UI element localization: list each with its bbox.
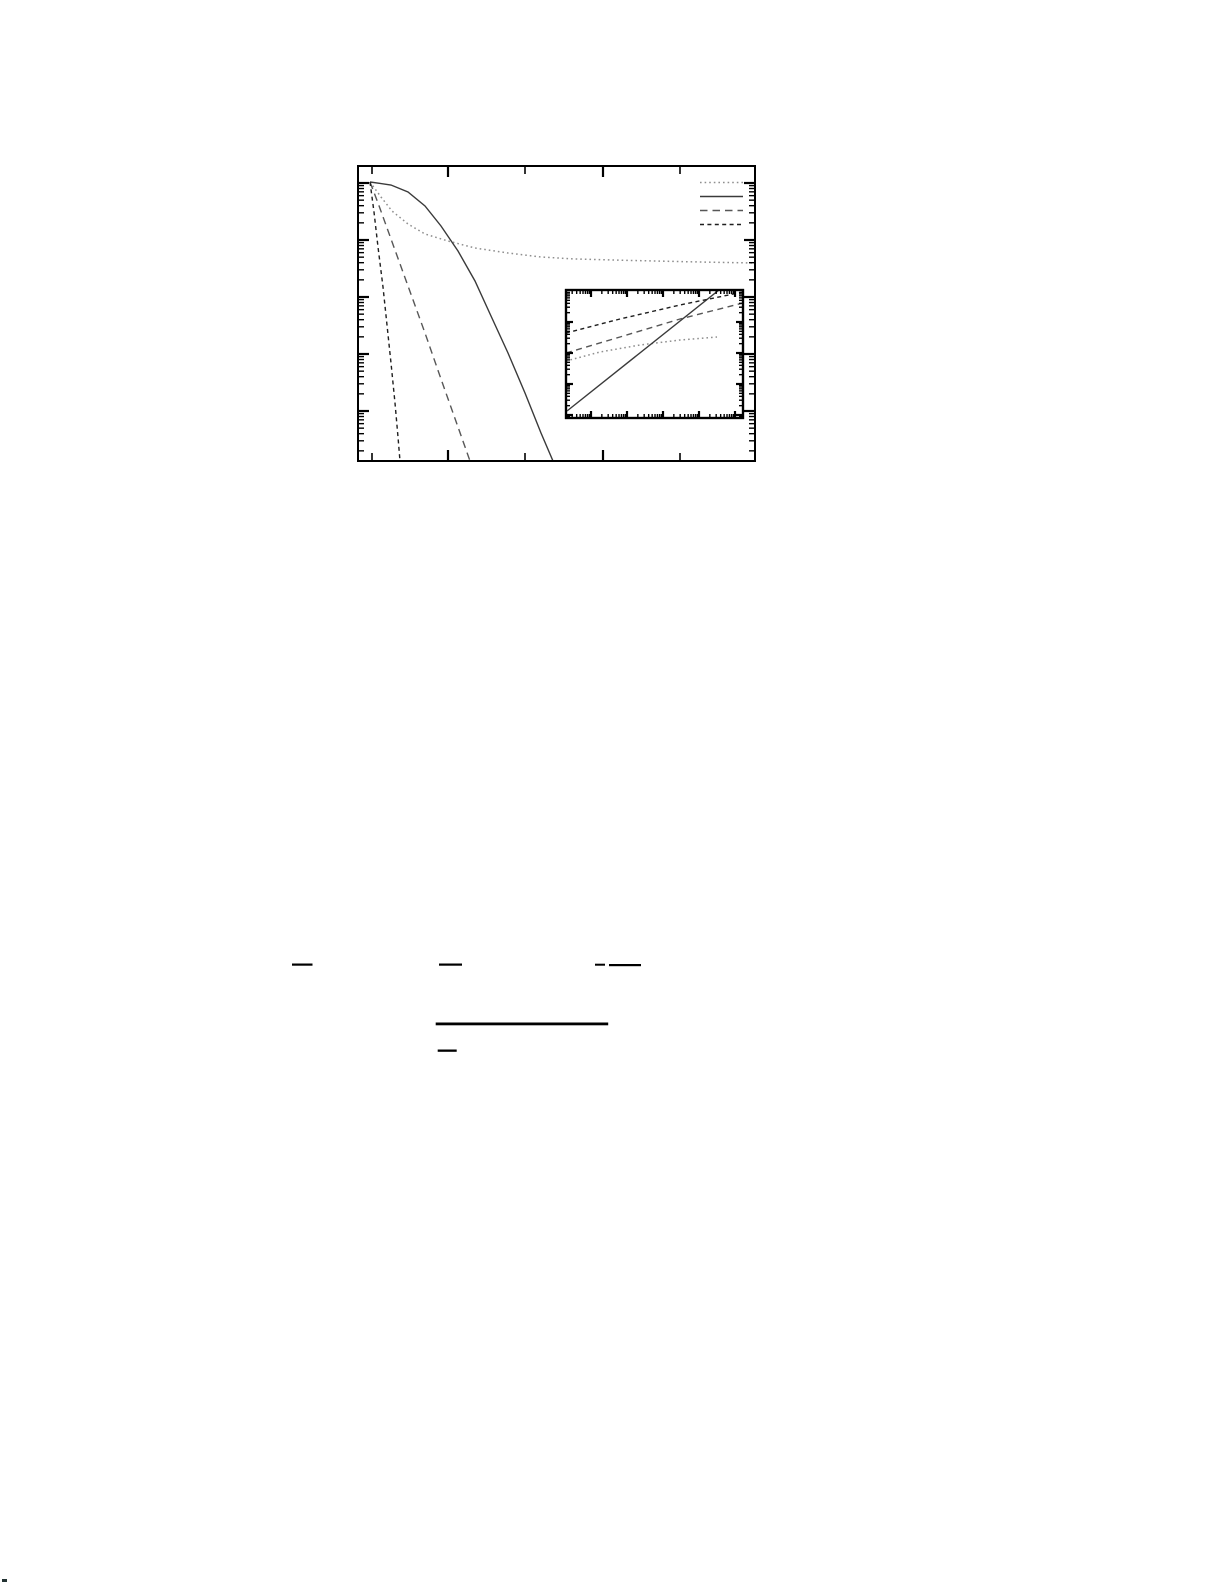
fraction-bar: [292, 964, 313, 966]
page-corner-mark: [2, 1579, 7, 1582]
minus-sign: [595, 964, 605, 966]
legend: [700, 183, 743, 225]
equation-fragments: [292, 964, 641, 1052]
main-plot-curve-long-dash: [370, 182, 470, 461]
main-plot-curve-dotted: [370, 182, 755, 263]
fraction-bar: [439, 964, 462, 966]
short-bar: [438, 1050, 457, 1052]
main-plot-curve-solid: [370, 182, 553, 461]
long-fraction-rule: [436, 1023, 609, 1026]
inset-plot: [566, 290, 743, 418]
inset-plot-border: [566, 290, 743, 418]
fraction-bar: [609, 964, 641, 966]
